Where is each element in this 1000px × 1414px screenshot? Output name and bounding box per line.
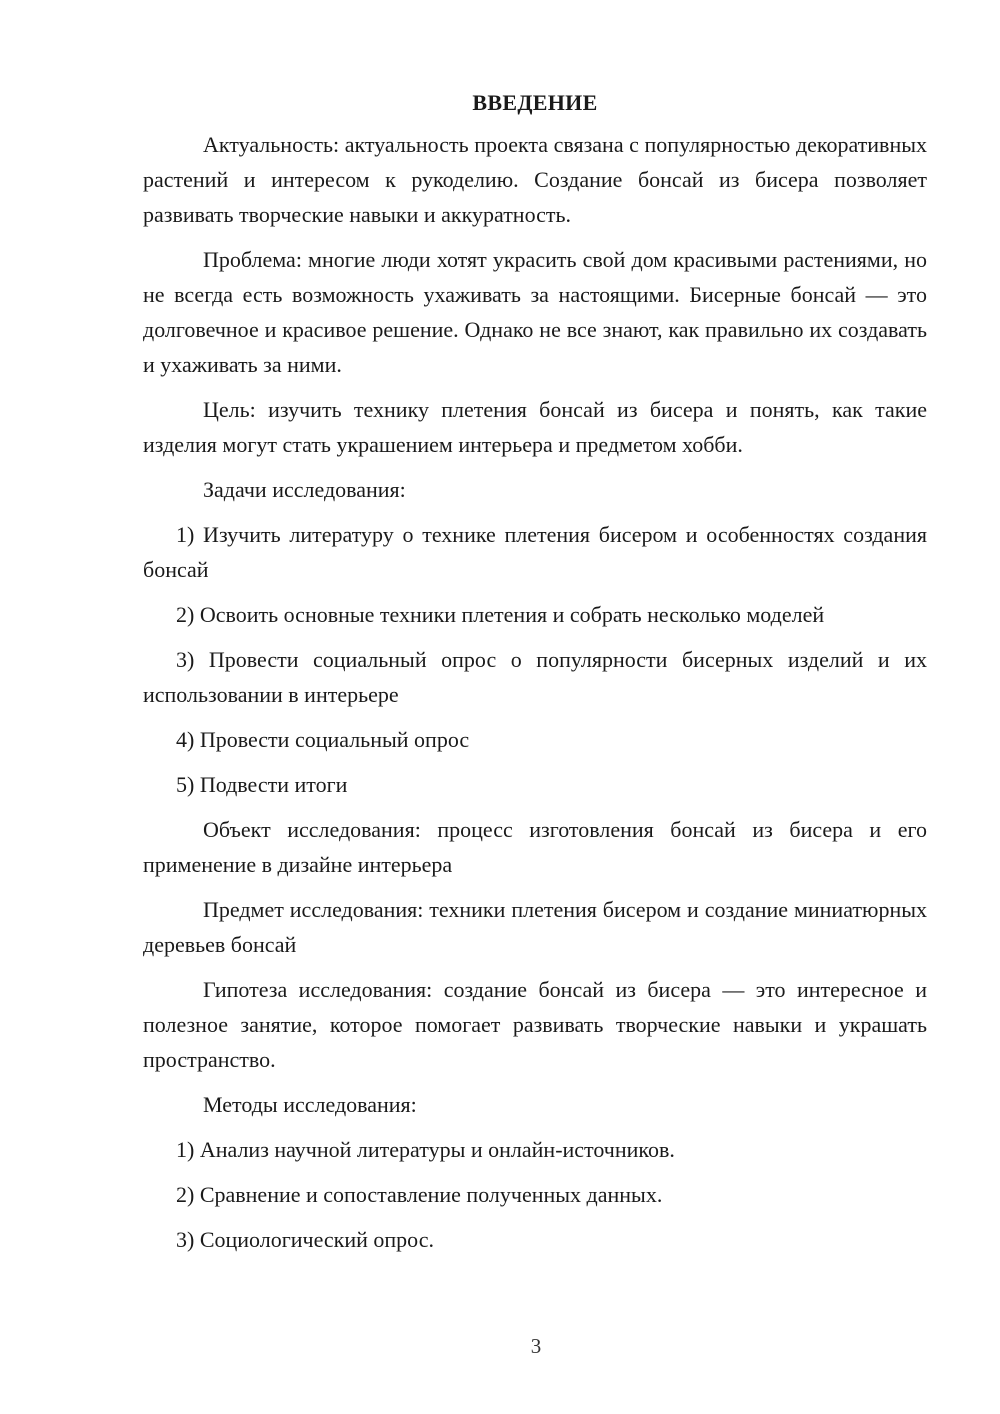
list-item: 3) Социологический опрос.	[176, 1227, 434, 1253]
paragraph-hypothesis: Гипотеза исследования: создание бонсай из бисера — это интересное и полезное занятие, которое помогает развивать творческие навыки и украшать пространство.	[143, 977, 927, 1073]
paragraph-object: Объект исследования: процесс изготовления бонсай из бисера и его применение в дизайне интерьера	[143, 817, 927, 878]
section-title: ВВЕДЕНИЕ	[472, 90, 598, 115]
page-number: 3	[530, 1334, 542, 1358]
paragraph-relevance: Актуальность: актуальность проекта связана с популярностью декоративных растений и интересом к рукоделию. Создание бонсай из бисера позволяет развивать творческие навыки и аккуратность.	[143, 132, 927, 228]
list-item: 2) Освоить основные техники плетения и собрать несколько моделей	[176, 602, 825, 628]
page-content	[143, 90, 927, 1267]
list-item: 4) Провести социальный опрос	[176, 727, 470, 753]
paragraph-subject: Предмет исследования: техники плетения бисером и создание миниатюрных деревьев бонсай	[143, 897, 927, 958]
list-item: 1) Анализ научной литературы и онлайн-источников.	[176, 1137, 675, 1163]
list-item: 3) Провести социальный опрос о популярности бисерных изделий и их использовании в интерьере	[143, 647, 927, 708]
list-item: 1) Изучить литературу о технике плетения бисером и особенностях создания бонсай	[143, 522, 927, 583]
list-item: 2) Сравнение и сопоставление полученных данных.	[176, 1182, 663, 1208]
list-item: 5) Подвести итоги	[176, 772, 348, 798]
paragraph-problem: Проблема: многие люди хотят украсить свой дом красивыми растениями, но не всегда есть возможность ухаживать за настоящими. Бисерные бонсай — это долговечное и красивое решение. Однако не все знают, как правильно их создавать и ухаживать за ними.	[143, 247, 927, 378]
paragraph-tasks-heading: Задачи исследования:	[203, 477, 406, 503]
paragraph-goal: Цель: изучить технику плетения бонсай из бисера и понять, как такие изделия могут стать украшением интерьера и предметом хобби.	[143, 397, 927, 458]
paragraph-methods-heading: Методы исследования:	[203, 1092, 417, 1118]
